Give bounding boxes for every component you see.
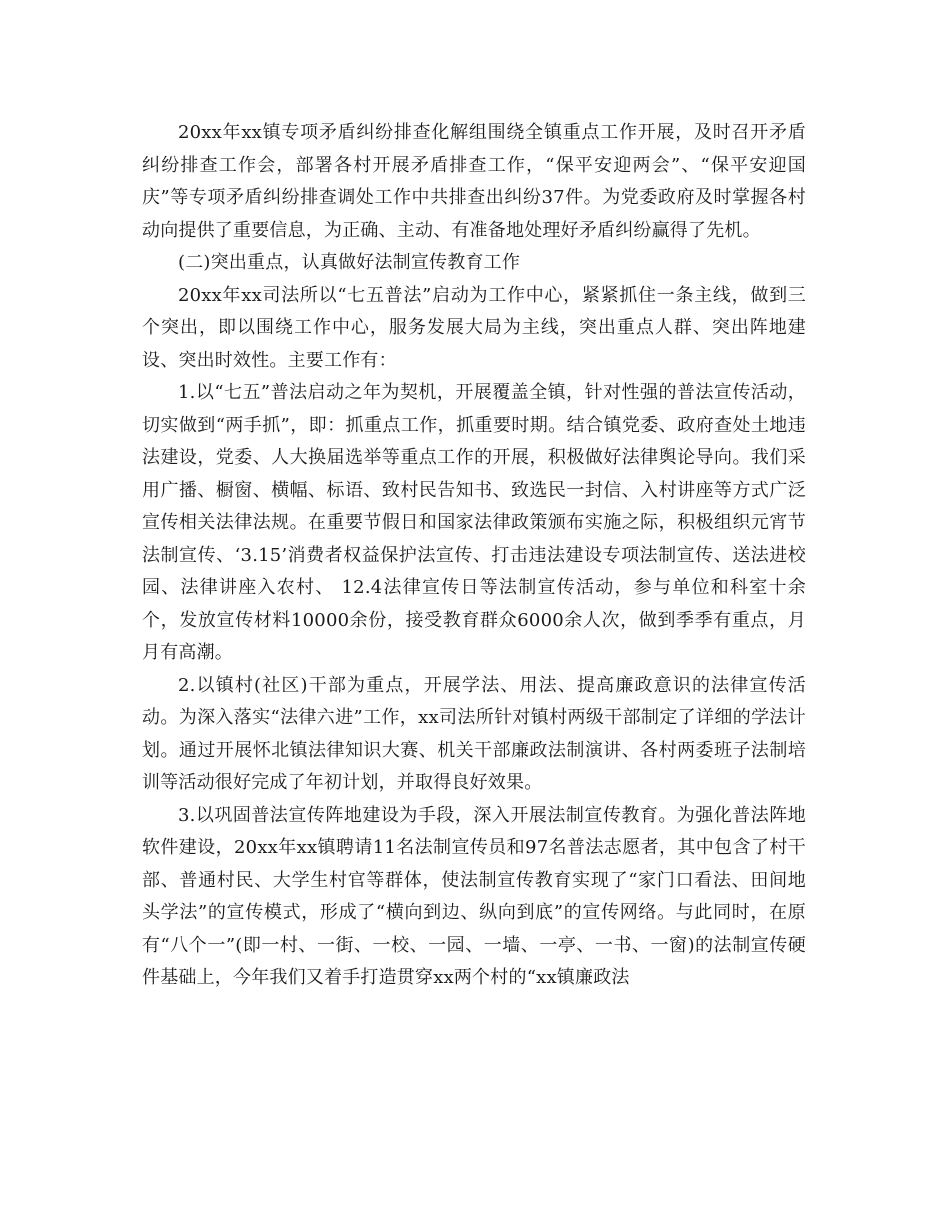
paragraph-dispute-investigation: 20xx年xx镇专项矛盾纠纷排查化解组围绕全镇重点工作开展，及时召开矛盾纠纷排查工作会，部署各村开展矛盾排查工作，“保平安迎两会”、“保平安迎国庆”等专项矛盾纠纷排查调处工作中共排查出纠纷37件。为党委政府及时掌握各村动向提供了重要信息，为正确、主动、有准备地处理好矛盾纠纷赢得了先机。 [142,122,806,241]
paragraph-item-3-publicity-positions: 3.以巩固普法宣传阵地建设为手段，深入开展法制宣传教育。为强化普法阵地软件建设，20xx年xx镇聘请11名法制宣传员和97名普法志愿者，其中包含了村干部、普通村民、大学生村官等群体，使法制宣传教育实现了“家门口看法、田间地头学法”的宣传模式，形成了“横向到边、纵向到底”的宣传网络。与此同时，在原有“八个一”(即一村、一街、一校、一园、一墙、一亭、一书、一窗)的法制宣传硬件基础上，今年我们又着手打造贯穿xx两个村的“xx镇廉政法 [142,804,806,988]
document-body [142,117,806,995]
paragraph-judicial-office-overview: 20xx年xx司法所以“七五普法”启动为工作中心，紧紧抓住一条主线，做到三个突出，即以围绕工作中心，服务发展大局为主线，突出重点人群、突出阵地建设、突出时效性。主要工作有： [142,284,806,371]
paragraph-item-1-seventh-five-year-law: 1.以“七五”普法启动之年为契机，开展覆盖全镇，针对性强的普法宣传活动，切实做到“两手抓”，即：抓重点工作，抓重要时期。结合镇党委、政府查处土地违法建设，党委、人大换届选举等重点工作的开展，积极做好法律舆论导向。我们采用广播、橱窗、横幅、标语、致村民告知书、致选民一封信、入村讲座等方式广泛宣传相关法律法规。在重要节假日和国家法律政策颁布实施之际，积极组织元宵节法制宣传、‘3.15’消费者权益保护法宣传、打击违法建设专项法制宣传、送法进校园、法律讲座入农村、 12.4法律宣传日等法制宣传活动，参与单位和科室十余个，发放宣传材料10000余份，接受教育群众6000余人次，做到季季有重点，月月有高潮。 [142,382,806,663]
section-heading-legal-publicity: (二)突出重点，认真做好法制宣传教育工作 [178,252,521,273]
paragraph-item-2-cadre-legal-study: 2.以镇村(社区)干部为重点，开展学法、用法、提高廉政意识的法律宣传活动。为深入落实“法律六进”工作，xx司法所针对镇村两级干部制定了详细的学法计划。通过开展怀北镇法律知识大赛、机关干部廉政法制演讲、各村两委班子法制培训等活动很好完成了年初计划，并取得良好效果。 [142,674,806,793]
